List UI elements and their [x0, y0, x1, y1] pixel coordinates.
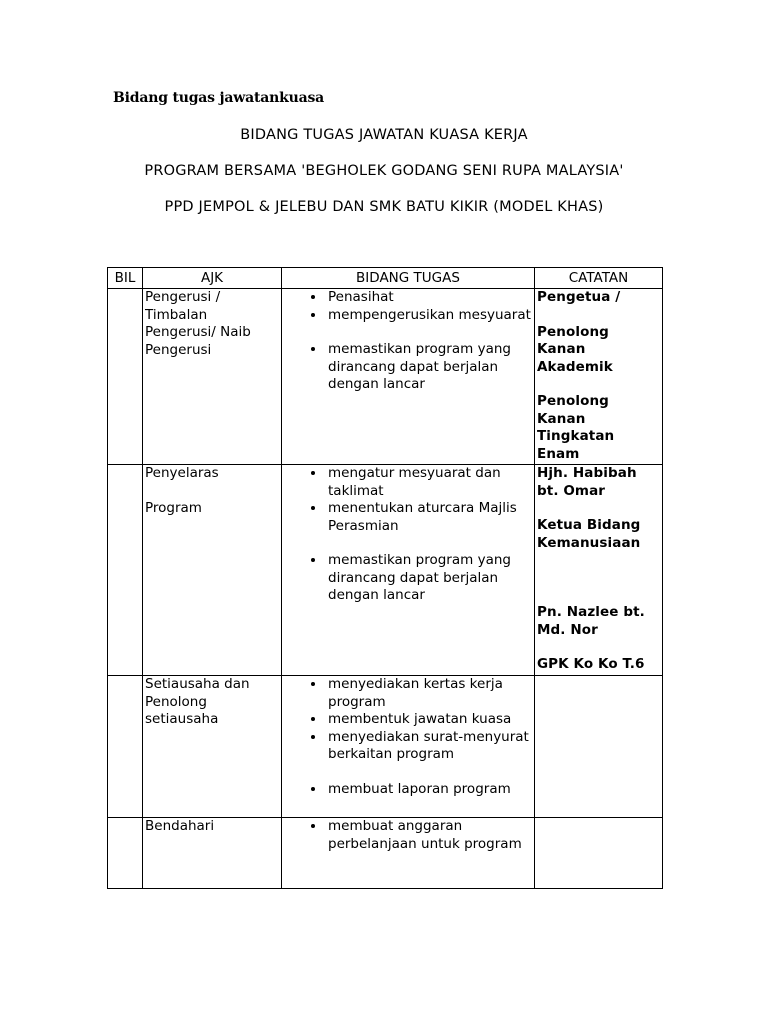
cell-bidang-tugas [282, 818, 535, 889]
task-list [284, 818, 532, 853]
list-item: • mengatur mesyuarat dan taklimat [326, 465, 532, 500]
list-item: • membuat laporan program [326, 781, 532, 799]
table-row [108, 289, 663, 465]
catatan-text: Pn. Nazlee bt. Md. Nor [537, 604, 645, 638]
cell-ajk [143, 818, 282, 889]
catatan-text: Penolong Kanan Tingkatan Enam [537, 393, 615, 462]
cell-ajk [143, 676, 282, 818]
cell-bil [108, 676, 143, 818]
cell-catatan [535, 676, 663, 818]
list-item: • memastikan program yang dirancang dapat berjalan dengan lancar [326, 552, 532, 605]
table-row [108, 676, 663, 818]
cell-bidang-tugas [282, 289, 535, 465]
task-list [284, 289, 532, 394]
heading-program: PROGRAM BERSAMA 'BEGHOLEK GODANG SENI RUPA MALAYSIA' [144, 163, 624, 179]
list-item: • menentukan aturcara Majlis Perasmian [326, 500, 532, 535]
cell-bidang-tugas [282, 676, 535, 818]
list-item: • memastikan program yang dirancang dapat berjalan dengan lancar [326, 341, 532, 394]
heading-organizer: PPD JEMPOL & JELEBU DAN SMK BATU KIKIR (MODEL KHAS) [164, 199, 604, 215]
cell-catatan [535, 818, 663, 889]
catatan-text: Pengetua / [537, 289, 621, 305]
ajk-text: Setiausaha dan Penolong setiausaha [145, 676, 250, 727]
header-bil: BIL [108, 268, 143, 289]
catatan-text: Ketua Bidang Kemanusiaan [537, 517, 641, 551]
cell-bil [108, 289, 143, 465]
document-label: Bidang tugas jawatankuasa [113, 90, 324, 106]
list-item: • mempengerusikan mesyuarat [326, 307, 532, 325]
ajk-text: Penyelaras [145, 465, 219, 481]
catatan-text: Hjh. Habibah bt. Omar [537, 465, 637, 499]
list-item: • membentuk jawatan kuasa [326, 711, 532, 729]
ajk-text: Program [145, 499, 202, 516]
table-header-row [108, 268, 663, 289]
list-item: • Penasihat [326, 289, 532, 307]
cell-catatan [535, 289, 663, 465]
ajk-text: Pengerusi / Timbalan Pengerusi/ Naib Pengerusi [145, 289, 251, 358]
header-bidang-tugas: BIDANG TUGAS [282, 268, 535, 289]
task-list [284, 676, 532, 798]
list-item: • menyediakan surat-menyurat berkaitan program [326, 729, 532, 764]
catatan-text: GPK Ko Ko T.6 [537, 656, 645, 672]
table-row [108, 465, 663, 676]
task-list [284, 465, 532, 605]
cell-ajk [143, 465, 282, 676]
header-catatan: CATATAN [535, 268, 663, 289]
ajk-text: Bendahari [145, 818, 215, 834]
duty-table [107, 267, 663, 889]
list-item: • membuat anggaran perbelanjaan untuk program [326, 818, 532, 853]
header-ajk: AJK [143, 268, 282, 289]
cell-ajk [143, 289, 282, 465]
cell-bil [108, 465, 143, 676]
list-item: • menyediakan kertas kerja program [326, 676, 532, 711]
catatan-text: Penolong Kanan Akademik [537, 323, 613, 375]
table-row [108, 818, 663, 889]
cell-bil [108, 818, 143, 889]
heading-title: BIDANG TUGAS JAWATAN KUASA KERJA [240, 127, 528, 143]
cell-catatan [535, 465, 663, 676]
cell-bidang-tugas [282, 465, 535, 676]
